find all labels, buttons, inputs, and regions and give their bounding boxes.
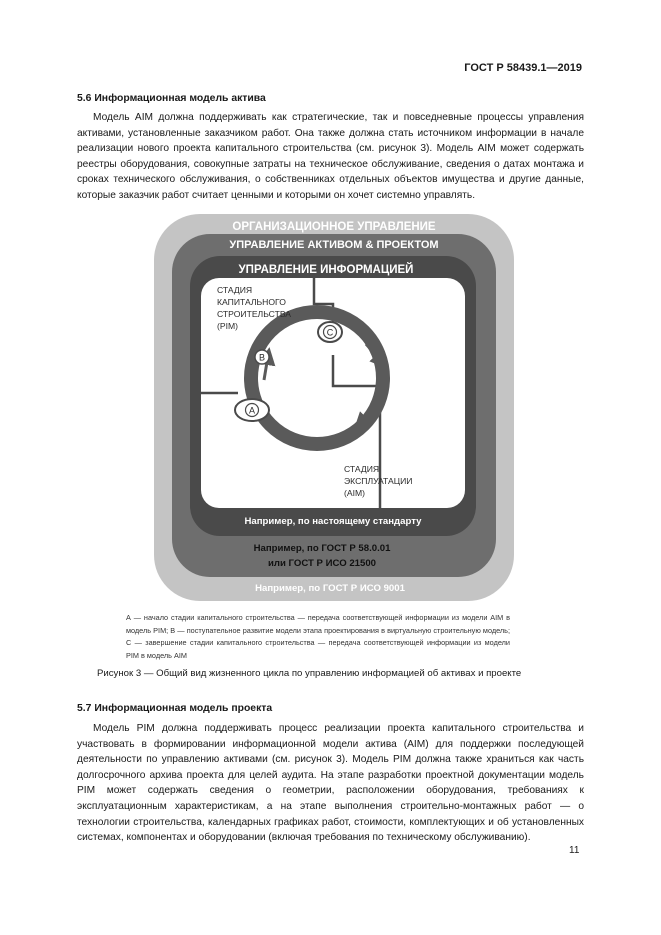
section-5-6-heading: 5.6 Информационная модель актива [77, 93, 266, 104]
org-title: ОРГАНИЗАЦИОННОЕ УПРАВЛЕНИЕ [232, 221, 436, 233]
asset-example-1: Например, по ГОСТ Р 58.0.01 [253, 543, 391, 554]
marker-c [318, 322, 342, 342]
svg-text:A: A [248, 405, 256, 416]
section-5-6-paragraph: Модель AIM должна поддерживать как стратегические, так и повседневные процессы управления активами, установленные заказчиком работ. Она также должна стать источником информации в начале реализации нового проекта капитального строительства (см. рисунок 3). Модель AIM может содержать реестры оборудования, совокупные затраты на техническое обслуживание, сведения о датах монтажа и сроках технического обслуживания, о собственниках отдельных объектов имущества и другие данные, которые заказчик работ считает ценными и которыми он хочет системно управлять. [77, 112, 584, 201]
marker-b [255, 350, 269, 364]
figure-3-diagram [150, 210, 518, 605]
info-title: УПРАВЛЕНИЕ ИНФОРМАЦИЕЙ [238, 264, 414, 276]
section-5-7-paragraph: Модель PIM должна поддерживать процесс реализации проекта капитального строительства и участвовать в формировании информационной модели актива (AIM) для поддержки последующей деятельности по управлению активами (см. рисунок 3). Модель PIM должна также храниться как часть долгосрочного архива проекта для целей аудита. На этапе разработки проектной документации модель PIM может содержать сведения о геометрии, расположении оборудования, требованиях к эксплуатационным характеристикам, а на этапе выполнения строительно-монтажных работ — о технологии строительства, календарных графиках работ, стоимости, комплектующих и об установленных системах, компонентах и оборудовании (включая требования по техническому обслуживанию). [77, 723, 584, 844]
marker-a [235, 399, 269, 421]
svg-text:B: B [258, 352, 266, 363]
svg-text:C: C [326, 327, 334, 338]
pim-label: СТАДИЯ КАПИТАЛЬНОГО СТРОИТЕЛЬСТВА (PIM) [217, 285, 291, 331]
asset-title: УПРАВЛЕНИЕ АКТИВОМ & ПРОЕКТОМ [229, 239, 439, 251]
aim-label: СТАДИЯ ЭКСПЛУАТАЦИИ (AIM) [344, 464, 413, 498]
asset-example-2: или ГОСТ Р ИСО 21500 [268, 558, 376, 569]
section-5-7-heading: 5.7 Информационная модель проекта [77, 703, 273, 714]
info-example: Например, по настоящему стандарту [244, 516, 422, 527]
figure-legend: А — начало стадии капитального строительства — передача соответствующей информации из модели AIM в модель PIM; В — поступательное развитие модели этапа проектирования в виртуальную строительную модель; С — завершение стадии капитального строительства — передача соответствующей информации из модели PIM в модель AIM [126, 613, 510, 660]
page-number: 11 [569, 845, 580, 856]
document-id: ГОСТ Р 58439.1—2019 [464, 62, 582, 74]
figure-caption: Рисунок 3 — Общий вид жизненного цикла по управлению информацией об активах и проекте [97, 668, 522, 679]
org-example: Например, по ГОСТ Р ИСО 9001 [255, 583, 405, 594]
